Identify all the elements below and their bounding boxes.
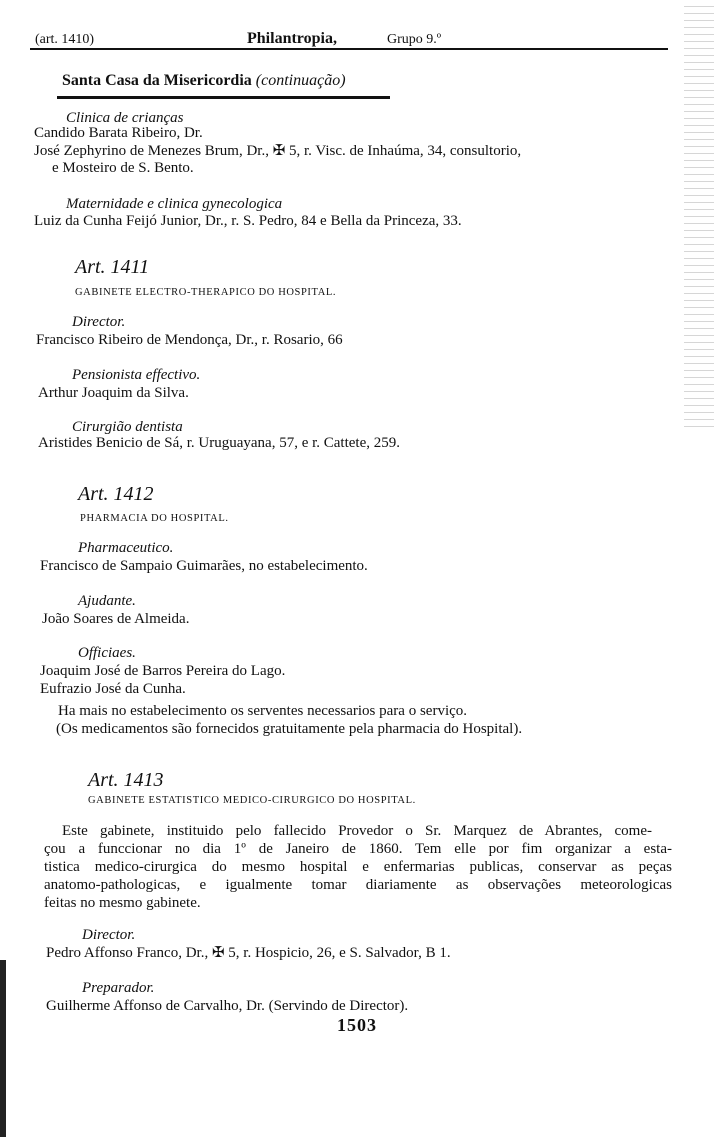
article-1413-label: Art. 1413 [88, 769, 164, 791]
entry-line: e Mosteiro de S. Bento. [52, 160, 194, 176]
scan-edge-left [0, 960, 6, 1137]
role-heading: Director. [72, 314, 126, 330]
article-1411-label: Art. 1411 [75, 256, 150, 278]
section-title [62, 72, 346, 90]
entry-line: Candido Barata Ribeiro, Dr. [34, 125, 203, 141]
entry-line: Joaquim José de Barros Pereira do Lago. [40, 663, 286, 679]
maternidade-heading: Maternidade e clinica gynecologica [66, 196, 283, 212]
running-head-title: Philantropia, [247, 30, 337, 47]
paragraph-line: tistica medico-cirurgica do mesmo hospital e enfermarias publicas, conservar as peças [44, 859, 672, 875]
role-heading: Pharmaceutico. [78, 540, 174, 556]
entry-line: João Soares de Almeida. [42, 611, 190, 627]
section-title-underline [57, 96, 390, 99]
section-title-sub: (continuação) [255, 72, 346, 89]
role-heading: Ajudante. [78, 593, 136, 609]
note-line: Ha mais no estabelecimento os serventes necessarios para o serviço. [58, 703, 468, 719]
header-rule [30, 48, 668, 50]
role-heading: Cirurgião dentista [72, 419, 183, 435]
entry-line: Arthur Joaquim da Silva. [38, 385, 189, 401]
running-head-group: Grupo 9.º [387, 32, 442, 47]
running-head-article: (art. 1410) [35, 32, 95, 47]
entry-line: Eufrazio José da Cunha. [40, 681, 186, 697]
paragraph-line: anatomo-pathologicas, e igualmente tomar diariamente as observações meteorologicas [44, 877, 672, 893]
paragraph-line: feitas no mesmo gabinete. [44, 895, 201, 911]
role-heading: Director. [82, 927, 136, 943]
paragraph-line: Este gabinete, instituido pelo fallecido Provedor o Sr. Marquez de Abrantes, come- [62, 823, 652, 839]
clinica-heading: Clinica de crianças [66, 110, 184, 126]
article-1411-title: GABINETE ELECTRO-THERAPICO DO HOSPITAL. [75, 287, 337, 298]
article-1412-title: PHARMACIA DO HOSPITAL. [80, 513, 229, 524]
article-1412-label: Art. 1412 [78, 483, 154, 505]
entry-line: Pedro Affonso Franco, Dr., ✠ 5, r. Hospicio, 26, e S. Salvador, B 1. [46, 945, 451, 961]
entry-line: José Zephyrino de Menezes Brum, Dr., ✠ 5, r. Visc. de Inhaúma, 34, consultorio, [34, 143, 522, 159]
entry-line: Francisco Ribeiro de Mendonça, Dr., r. Rosario, 66 [36, 332, 343, 348]
role-heading: Pensionista effectivo. [72, 367, 201, 383]
role-heading: Preparador. [82, 980, 155, 996]
entry-line: Luiz da Cunha Feijó Junior, Dr., r. S. Pedro, 84 e Bella da Princeza, 33. [34, 213, 462, 229]
scan-edge-right [684, 0, 714, 430]
page-number: 1503 [337, 1015, 377, 1035]
role-heading: Officiaes. [78, 645, 136, 661]
note-line: (Os medicamentos são fornecidos gratuitamente pela pharmacia do Hospital). [56, 721, 523, 737]
paragraph-line: çou a funccionar no dia 1º de Janeiro de 1860. Tem elle por fim organizar a esta- [44, 841, 672, 857]
article-1413-title: GABINETE ESTATISTICO MEDICO-CIRURGICO DO HOSPITAL. [88, 795, 416, 806]
section-title-main: Santa Casa da Misericordia [62, 72, 252, 89]
entry-line: Guilherme Affonso de Carvalho, Dr. (Servindo de Director). [46, 998, 409, 1014]
entry-line: Francisco de Sampaio Guimarães, no estabelecimento. [40, 558, 368, 574]
entry-line: Aristides Benicio de Sá, r. Uruguayana, 57, e r. Cattete, 259. [38, 435, 400, 451]
